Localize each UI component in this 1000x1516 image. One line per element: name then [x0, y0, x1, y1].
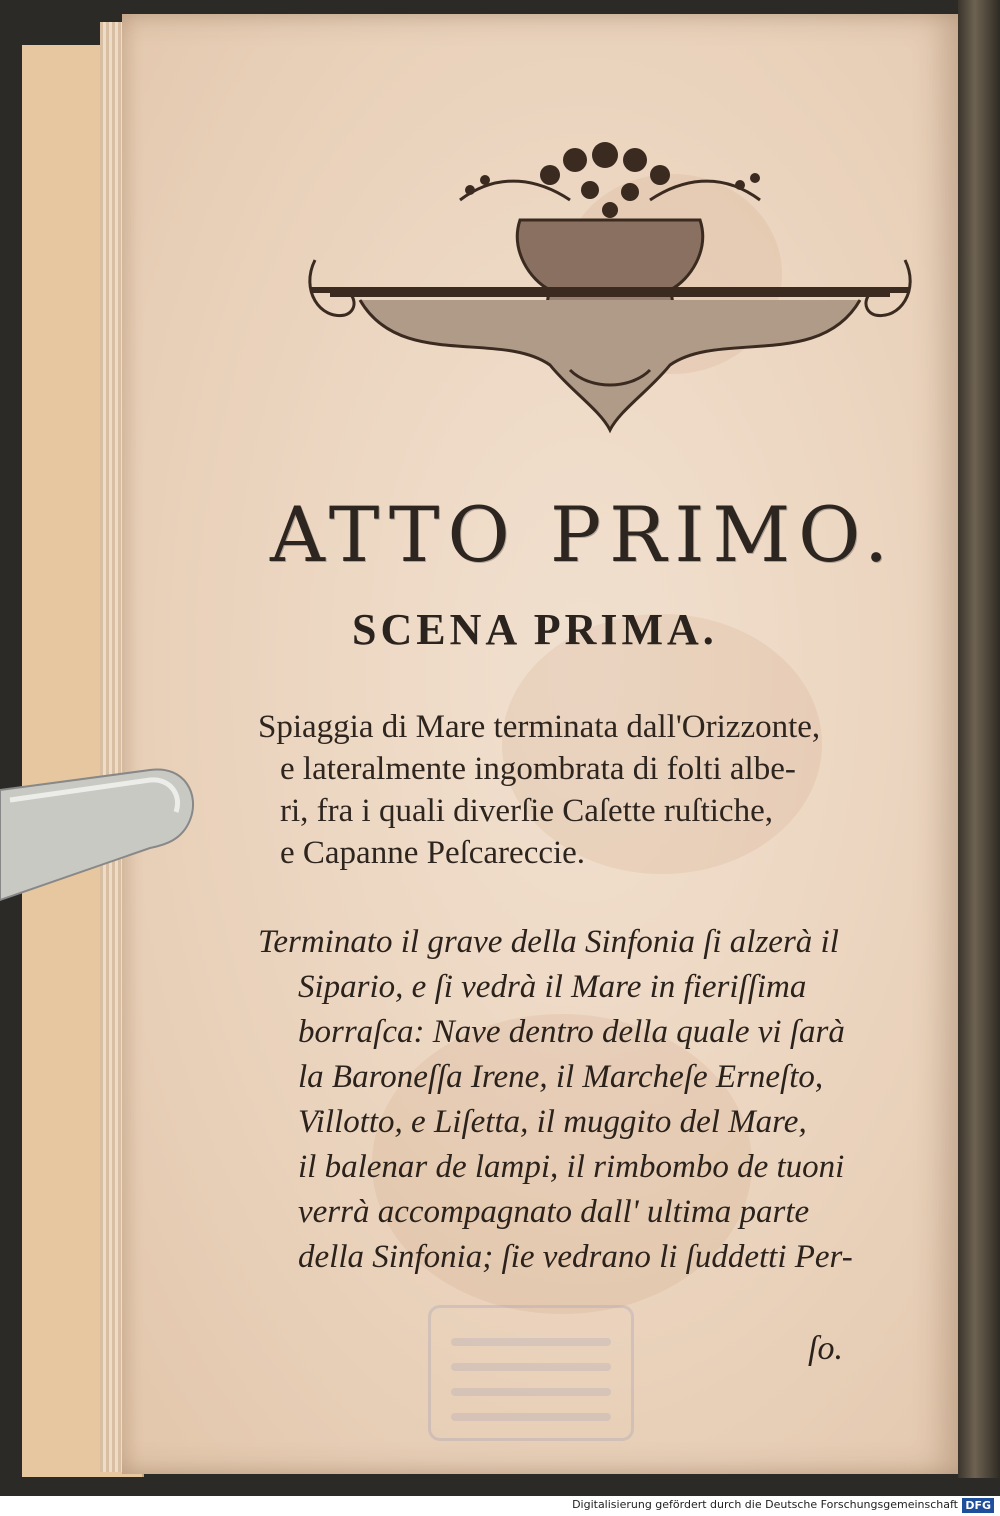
act-title: ATTO PRIMO.	[270, 490, 897, 579]
book-binding	[958, 0, 1000, 1478]
setting-line: e Capanne Peſcareccie.	[280, 835, 586, 871]
direction-line: borraſca: Nave dentro della quale vi ſarà	[298, 1014, 845, 1050]
catchword: ſo.	[808, 1330, 843, 1367]
stage-direction	[258, 920, 958, 1280]
direction-line: la Baroneſſa Irene, il Marcheſe Erneſto,	[298, 1059, 824, 1095]
setting-line: e lateralmente ingombrata di folti albe-	[280, 751, 796, 787]
setting-line: ri, fra i quali diverſie Caſette ruſtiche,	[280, 793, 773, 829]
direction-line: il balenar de lampi, il rimbombo de tuoni	[298, 1149, 845, 1185]
setting-line: Spiaggia di Mare terminata dall'Orizzonte,	[258, 709, 821, 745]
direction-line: della Sinfonia; ſie vedrano li ſuddetti Per-	[298, 1239, 853, 1275]
direction-line: Terminato il grave della Sinfonia ſi alzerà il	[258, 924, 839, 960]
scene-setting	[258, 706, 938, 874]
direction-line: verrà accompagnato dall' ultima parte	[298, 1194, 810, 1230]
dfg-logo: DFG	[962, 1498, 994, 1513]
page-clip-bookmark	[0, 760, 200, 910]
direction-line: Sipario, e ſi vedrà il Mare in fieriſſima	[298, 969, 807, 1005]
scene-title: SCENA PRIMA.	[352, 605, 718, 654]
library-stamp	[428, 1305, 634, 1441]
digitization-credit: Digitalisierung gefördert durch die Deutsche Forschungsgemeinschaft	[572, 1498, 958, 1511]
flower-vase-ornament	[300, 130, 920, 440]
direction-line: Villotto, e Liſetta, il muggito del Mare,	[298, 1104, 807, 1140]
